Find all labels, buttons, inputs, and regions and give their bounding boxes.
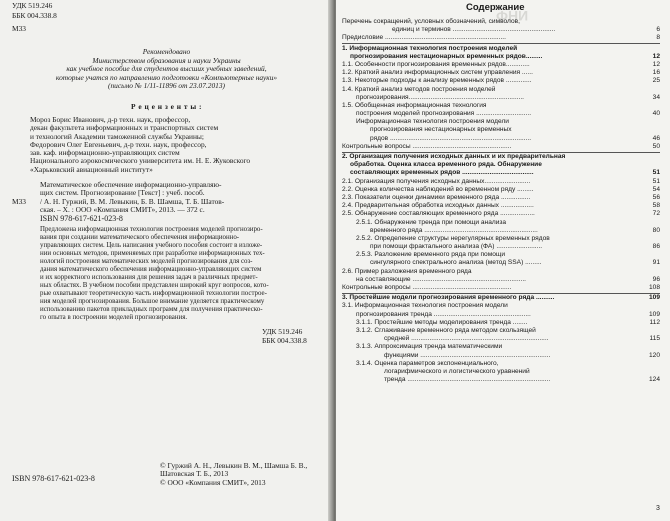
toc-entry-title: 2.1. Организация получения исходных данных......................... (342, 177, 531, 185)
toc-entry-title: рядов ............................................................................. (370, 134, 532, 142)
toc-entry-title: 3. Простейшие модели прогнозирования временного ряда .......... (342, 294, 555, 302)
toc-entry[interactable] (342, 53, 660, 61)
author-code: М33 (12, 24, 26, 33)
toc-entry[interactable] (342, 186, 660, 194)
toc-entry-page: 109 (648, 310, 660, 318)
udk-bottom: УДК 519.246 (262, 327, 303, 336)
toc-entry-title: 2.4. Предварительная обработка исходных данных .................. (342, 202, 534, 210)
code-m33-inline: М33 (12, 197, 26, 206)
abstract-line: нии основных методов, применяемых при разработке информационных тех- (40, 250, 265, 257)
isbn-top: ISBN 978-617-621-023-8 (40, 214, 123, 223)
toc-entry-title: 1.3. Некоторые подходы к анализу временных рядов .............. (342, 77, 532, 85)
toc-entry[interactable] (342, 368, 660, 376)
toc-entry[interactable] (342, 235, 660, 243)
toc-entry-title: 2. Организация получения исходных данных и их предварительная (342, 153, 566, 160)
toc-entry-title: прогнозирования нестационарных временных (370, 126, 512, 134)
toc-entry-page: 40 (652, 110, 660, 118)
biblio-line: Математическое обеспечение информационно-управляю- (40, 180, 222, 189)
toc-entry[interactable] (342, 126, 660, 134)
toc-entry-title: 2.6. Пример разложения временного ряда (342, 267, 472, 275)
table-of-contents (342, 18, 660, 384)
toc-entry-page: 8 (656, 34, 660, 42)
toc-entry[interactable] (342, 143, 660, 151)
reviewer-line: декан факультета информационных и транспортных систем (30, 123, 219, 133)
toc-entry-title: 1.2. Краткий анализ информационных систем управления ...... (342, 69, 533, 77)
toc-entry-title: 1.5. Обобщенная информационная технология (342, 101, 487, 109)
copyright-line: © ООО «Компания СМИТ», 2013 (160, 477, 266, 487)
bbk-bottom: ББК 004.338.8 (262, 336, 307, 345)
page-number: 3 (656, 505, 660, 512)
toc-entry-title: 3.1.1. Простейшие методы моделирования тренда ........ (356, 318, 528, 326)
toc-entry-title: 1.1. Особенности прогнозирования временных рядов............. (342, 60, 530, 68)
toc-entry-page: 112 (649, 318, 660, 326)
copyright-line: © Гуржий А. Н., Левыкин В. М., Шамша Б. В., (160, 461, 308, 470)
toc-entry[interactable] (342, 26, 660, 34)
toc-entry[interactable] (342, 69, 660, 77)
recommended-title: Рекомендовано (142, 47, 191, 56)
copyright-block (160, 462, 330, 487)
toc-entry-title: 2.2. Оценка количества наблюдений во временном ряду ......... (342, 185, 534, 193)
bibliographic-entry (40, 181, 330, 214)
toc-entry-title: прогнозирования............................................................... (356, 93, 524, 101)
abstract-line: Предложена информационная технология построения моделей прогнозиро- (40, 226, 263, 233)
toc-entry[interactable] (342, 352, 660, 360)
toc-entry[interactable] (342, 94, 660, 102)
recommendation-line: Министерством образования и науки Украины (92, 56, 241, 65)
toc-entry-page: 80 (652, 226, 660, 234)
toc-entry[interactable] (342, 210, 660, 218)
toc-entry-page: 96 (652, 275, 660, 283)
toc-entry[interactable] (342, 335, 660, 343)
toc-entry-page: 6 (656, 26, 660, 34)
toc-entry[interactable] (342, 268, 660, 276)
bbk-code: ББК 004.338.8 (12, 11, 57, 20)
toc-entry-page: 54 (652, 185, 660, 193)
abstract-line: ния моделей прогнозирования. Большое внимание уделяется практическому (40, 298, 265, 305)
toc-title: Содержание (466, 2, 525, 13)
toc-entry-title: обработка. Оценка класса временного ряда. Обнаружение (350, 161, 542, 169)
toc-entry[interactable] (342, 343, 660, 351)
toc-entry[interactable] (342, 319, 660, 327)
toc-entry[interactable] (342, 327, 660, 335)
toc-entry[interactable] (342, 102, 660, 110)
abstract-line: вания при создании математического обеспечения информационно- (40, 234, 240, 241)
toc-entry-page: 50 (652, 142, 660, 150)
toc-entry[interactable] (342, 161, 660, 169)
toc-entry-title: построения моделей прогнозирования .............................. (356, 110, 532, 118)
toc-entry-title: 3.1.3. Аппроксимация тренда математическими (356, 343, 503, 351)
toc-entry-page: 91 (652, 259, 660, 267)
toc-entry-page: 58 (652, 202, 660, 210)
toc-entry-page: 51 (652, 177, 660, 185)
abstract-line: го опыта в построении моделей прогнозирования. (40, 314, 188, 321)
toc-entry-title: 2.5.2. Определение структуры нерегулярных временных рядов (356, 234, 550, 242)
abstract-line: и их корректного использования для решения задач в различных предмет- (40, 274, 258, 281)
abstract-line: использованию пакетов прикладных программ для получения практическо- (40, 306, 263, 313)
toc-entry-title: 3.1.4. Оценка параметров экспоненциального, (356, 359, 499, 367)
toc-entry[interactable] (342, 45, 660, 53)
reviewer-line: «Харьковский авиационный институт» (30, 164, 153, 174)
abstract-block (40, 226, 330, 322)
toc-entry-title: 1. Информационная технология построения моделей (342, 44, 518, 52)
toc-entry-page: 86 (652, 243, 660, 251)
toc-entry-title: средней ........................................................................... (384, 335, 549, 343)
toc-entry-page: 34 (652, 93, 660, 101)
toc-entry[interactable] (342, 194, 660, 202)
toc-entry[interactable] (342, 302, 660, 310)
toc-entry-page: 46 (652, 134, 660, 142)
reviewer-line: и технологий Академии таможенной службы Украины; (30, 131, 204, 141)
toc-entry-title: Контрольные вопросы ...................................................... (342, 284, 512, 291)
toc-entry-title: 3.1. Информационная технология построения модели (342, 302, 508, 310)
biblio-line: щих систем. Прогнозирование [Текст] : учеб. пособ. (40, 188, 205, 198)
toc-entry[interactable] (342, 294, 660, 302)
toc-entry-page: 72 (652, 210, 660, 218)
toc-entry-title: Перечень сокращений, условных обозначений, символов, (342, 18, 520, 25)
toc-entry[interactable] (342, 311, 660, 319)
abstract-line: рые охватывают теоретическую часть информационной технологии построе- (40, 290, 267, 297)
toc-entry-title: 2.5.3. Разложение временного ряда при помощи (356, 251, 506, 259)
toc-entry[interactable] (342, 276, 660, 284)
recommendation-line: которые учатся по направлению подготовки «Компьютерные науки» (55, 72, 278, 82)
recommendation-line: (письмо № 1/11-11896 от 23.07.2013) (108, 80, 225, 90)
toc-entry-title: 3.1.2. Сглаживание временного ряда методом скользящей (356, 326, 536, 334)
reviewers-title: Р е ц е н з е н т ы : (131, 102, 202, 111)
toc-entry-page: 25 (652, 77, 660, 85)
toc-entry-title: 2.5.1. Обнаружение тренда при помощи анализа (356, 218, 507, 226)
recommendation-line: как учебное пособие для студентов высших учебных заведений, (66, 64, 267, 74)
toc-entry-page: 115 (649, 335, 660, 343)
udk-code: УДК 519.246 (12, 1, 53, 10)
toc-entry-title: сингулярного спектрального анализа (метод SSA) ......... (370, 259, 542, 267)
toc-entry-title: Контрольные вопросы ...................................................... (342, 142, 512, 150)
toc-entry-title: на составляющие .............................................................. (356, 275, 526, 283)
toc-entry-title: тренда .............................................................................. (384, 376, 551, 384)
toc-entry-page: 124 (648, 376, 660, 384)
left-page (0, 0, 333, 521)
toc-entry-title: при помощи фрактального анализа (ФА) ......................... (370, 243, 543, 251)
toc-entry[interactable] (342, 153, 660, 161)
toc-entry[interactable] (342, 178, 660, 186)
toc-entry[interactable] (342, 360, 660, 368)
toc-entry-page: 108 (648, 284, 660, 291)
toc-entry-title: логарифмического и логистического уравнений (384, 367, 530, 375)
toc-entry[interactable] (342, 219, 660, 227)
toc-entry-page: 12 (652, 52, 660, 60)
toc-entry-title: временного ряда .............................................................. (370, 226, 538, 234)
recommended-block (0, 57, 333, 90)
copyright-line: Шатовская Т. Б., 2013 (160, 469, 229, 479)
toc-entry[interactable] (342, 251, 660, 259)
toc-entry-page: 12 (652, 60, 660, 68)
toc-entry-title: 2.3. Показатели оценки динамики временного ряда ................ (342, 193, 531, 201)
abstract-line: управляющих систем. Цель написания учебного пособия состоит в изложе- (40, 242, 263, 249)
reviewer-line: Мороз Борис Иванович, д-р техн. наук, профессор, (30, 115, 191, 124)
reviewer-line: Национального аэрокосмического университета им. Н. Е. Жуковского (30, 156, 251, 166)
toc-entry[interactable] (342, 284, 660, 292)
toc-entry[interactable] (342, 77, 660, 85)
toc-entry[interactable] (342, 18, 660, 26)
toc-entry[interactable] (342, 202, 660, 210)
toc-entry[interactable] (342, 61, 660, 69)
toc-entry-title: составляющих временных рядов ....................................... (350, 169, 534, 177)
toc-entry[interactable] (342, 110, 660, 118)
toc-entry[interactable] (342, 243, 660, 251)
toc-entry[interactable] (342, 118, 660, 126)
reviewers-block (30, 116, 330, 174)
toc-entry-title: прогнозирования тренда ..................................................... (356, 310, 531, 318)
toc-entry[interactable] (342, 227, 660, 235)
biblio-line: ская. – Х. : ООО «Компания СМИТ», 2013. — 372 с. (40, 204, 205, 214)
toc-entry[interactable] (342, 135, 660, 143)
isbn-bottom: ISBN 978-617-621-023-8 (12, 474, 95, 483)
abstract-line: ных областях. В учебном пособии представлен широкий круг вопросов, кото- (40, 282, 269, 289)
toc-entry[interactable] (342, 86, 660, 94)
toc-entry-page: 120 (648, 351, 660, 359)
toc-entry-title: функциями ....................................................................... (384, 351, 551, 359)
toc-entry-title: прогнозирования нестационарных временных рядов......... (350, 52, 543, 60)
toc-entry-title: Информационная технология построения модели (356, 118, 509, 126)
toc-entry-page: 51 (652, 169, 660, 177)
reviewer-line: Федорович Олег Евгеньевич, д-р техн. наук, профессор, (30, 139, 207, 149)
toc-entry-title: единиц и терминов ........................................................ (392, 26, 556, 34)
toc-entry[interactable] (342, 34, 660, 42)
biblio-line: / А. Н. Гуржий, В. М. Левыкин, Б. В. Шамша, Т. Б. Шатов- (40, 196, 225, 206)
toc-entry[interactable] (342, 169, 660, 177)
toc-entry-page: 109 (648, 294, 660, 302)
toc-entry[interactable] (342, 259, 660, 267)
toc-entry-page: 16 (652, 69, 660, 77)
reviewer-line: зав. каф. информационно-управляющих систем (30, 148, 180, 158)
bleed-through-ghost: ИНФ (496, 8, 529, 24)
toc-entry-title: 1.4. Краткий анализ методов построения моделей (342, 85, 496, 93)
toc-entry[interactable] (342, 376, 660, 384)
abstract-line: дания математического обеспечения информационно-управляющих систем (40, 266, 262, 273)
abstract-line: нологий построения математических моделей прогнозирования для соз- (40, 258, 253, 265)
toc-entry-title: Предисловие .................................................................. (342, 34, 506, 42)
toc-entry-page: 56 (652, 193, 660, 201)
toc-entry-title: 2.5. Обнаружение составляющих временного ряда ................... (342, 210, 535, 218)
